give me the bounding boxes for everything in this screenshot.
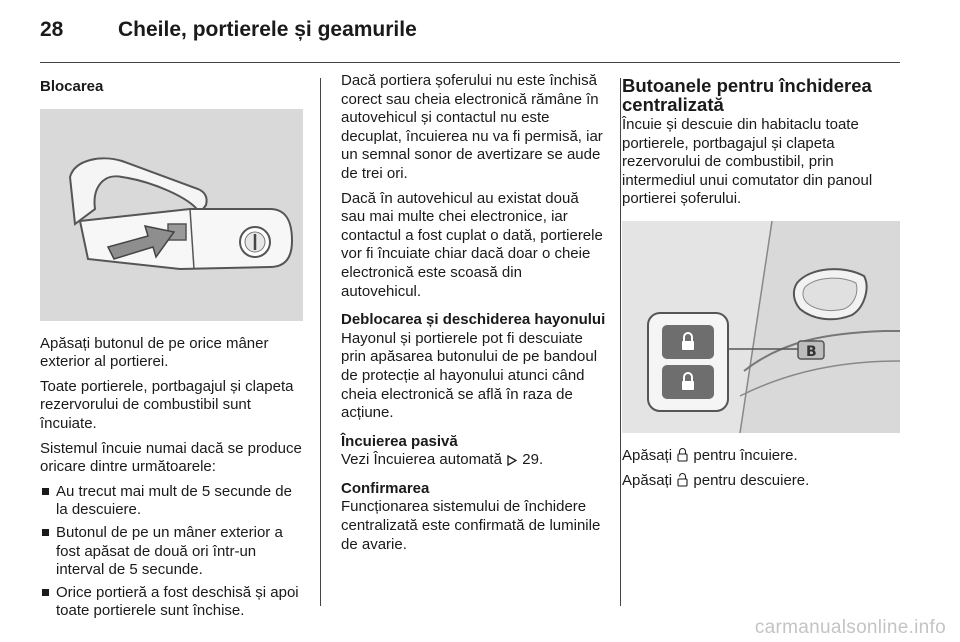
list-item — [40, 524, 304, 580]
list-item — [40, 483, 304, 520]
page-number: 28 — [40, 18, 64, 41]
lock-instruction — [622, 447, 902, 466]
section-heading-central-locking: Butoanele pentru închiderea centralizată — [622, 75, 872, 115]
svg-text:B: B — [806, 343, 817, 360]
column-divider-right — [620, 78, 621, 606]
body-text: Dacă în autovehicul au existat două sau mai multe chei electronice, iar contactul a fost cuplat o dată, portierele vor fi încuiate chiar dacă doar o cheie electronică este scoasă din autovehicul. — [341, 189, 603, 300]
body-text: Încuie și descuie din habitaclu toate portierele, portbagajul și clapeta rezervorului de combustibil, prin intermediul unui comutator din panoul portierei șoferului. — [622, 116, 873, 208]
page-reference-icon — [507, 455, 517, 466]
section-heading-locking: Blocarea — [40, 78, 104, 95]
body-text: Dacă portiera șoferului nu este închisă corect sau cheia electronică rămâne în autovehicul și contactul nu este decuplat, încuierea nu va fi permisă, iar un semnal sonor de avertizare se aude de trei ori. — [341, 72, 603, 182]
body-text: Funcționarea sistemului de închidere centralizată este confirmată de luminile de avarie. — [341, 498, 601, 553]
cross-reference-page[interactable]: 29. — [522, 451, 544, 469]
condition-list — [40, 483, 304, 621]
column-locking — [40, 72, 304, 627]
section-heading-unlock-tailgate: Deblocarea și deschiderea hayonului — [341, 311, 606, 329]
list-item — [40, 584, 304, 621]
column-locking-conditions — [341, 72, 606, 560]
body-text: Hayonul și portierele pot fi descuiate prin apăsarea butonului de pe bandoul de protecție al hayonului atunci când cheia electronică se află în raza de acțiune. — [341, 329, 598, 422]
lock-instruction-prefix: Apăsați — [622, 446, 673, 464]
lock-icon — [677, 447, 688, 462]
bullet-square-icon — [42, 529, 49, 536]
unlock-icon — [677, 472, 688, 487]
bullet-square-icon — [42, 589, 49, 596]
list-item-text: Orice portieră a fost deschisă și apoi toate portierele sunt închise. — [56, 583, 299, 620]
cross-reference-text — [341, 451, 606, 470]
instruction-text: Apăsați butonul de pe orice mâner exterior al portierei. — [40, 334, 269, 371]
body-text: Sistemul încuie numai dacă se produce oricare dintre următoarele: — [40, 439, 302, 476]
column-divider-left — [320, 78, 321, 606]
header-divider — [40, 62, 900, 63]
section-heading-confirmation: Confirmarea — [341, 479, 430, 497]
bullet-square-icon — [42, 488, 49, 495]
door-handle-illustration — [40, 109, 303, 321]
list-item-text: Butonul de pe un mâner exterior a fost apăsat de două ori într-un interval de 5 secunde. — [56, 523, 283, 579]
column-central-locking — [622, 72, 902, 496]
section-heading-passive-locking: Încuierea pasivă — [341, 432, 458, 450]
page-title: Cheile, portierele și geamurile — [118, 18, 417, 41]
body-text: Toate portierele, portbagajul și clapeta rezervorului de combustibil sunt încuiate. — [40, 377, 294, 432]
central-locking-illustration — [622, 221, 900, 433]
unlock-instruction — [622, 472, 902, 491]
unlock-instruction-prefix: Apăsați — [622, 471, 673, 489]
list-item-text: Au trecut mai mult de 5 secunde de la descuiere. — [56, 482, 292, 519]
door-handle-icon — [40, 109, 303, 321]
cross-reference-label: Vezi Încuierea automată — [341, 451, 502, 469]
door-panel-switch-icon — [622, 221, 900, 433]
unlock-instruction-suffix: pentru descuiere. — [693, 471, 810, 489]
watermark: carmanualsonline.info — [754, 617, 946, 638]
lock-instruction-suffix: pentru încuiere. — [693, 446, 798, 464]
